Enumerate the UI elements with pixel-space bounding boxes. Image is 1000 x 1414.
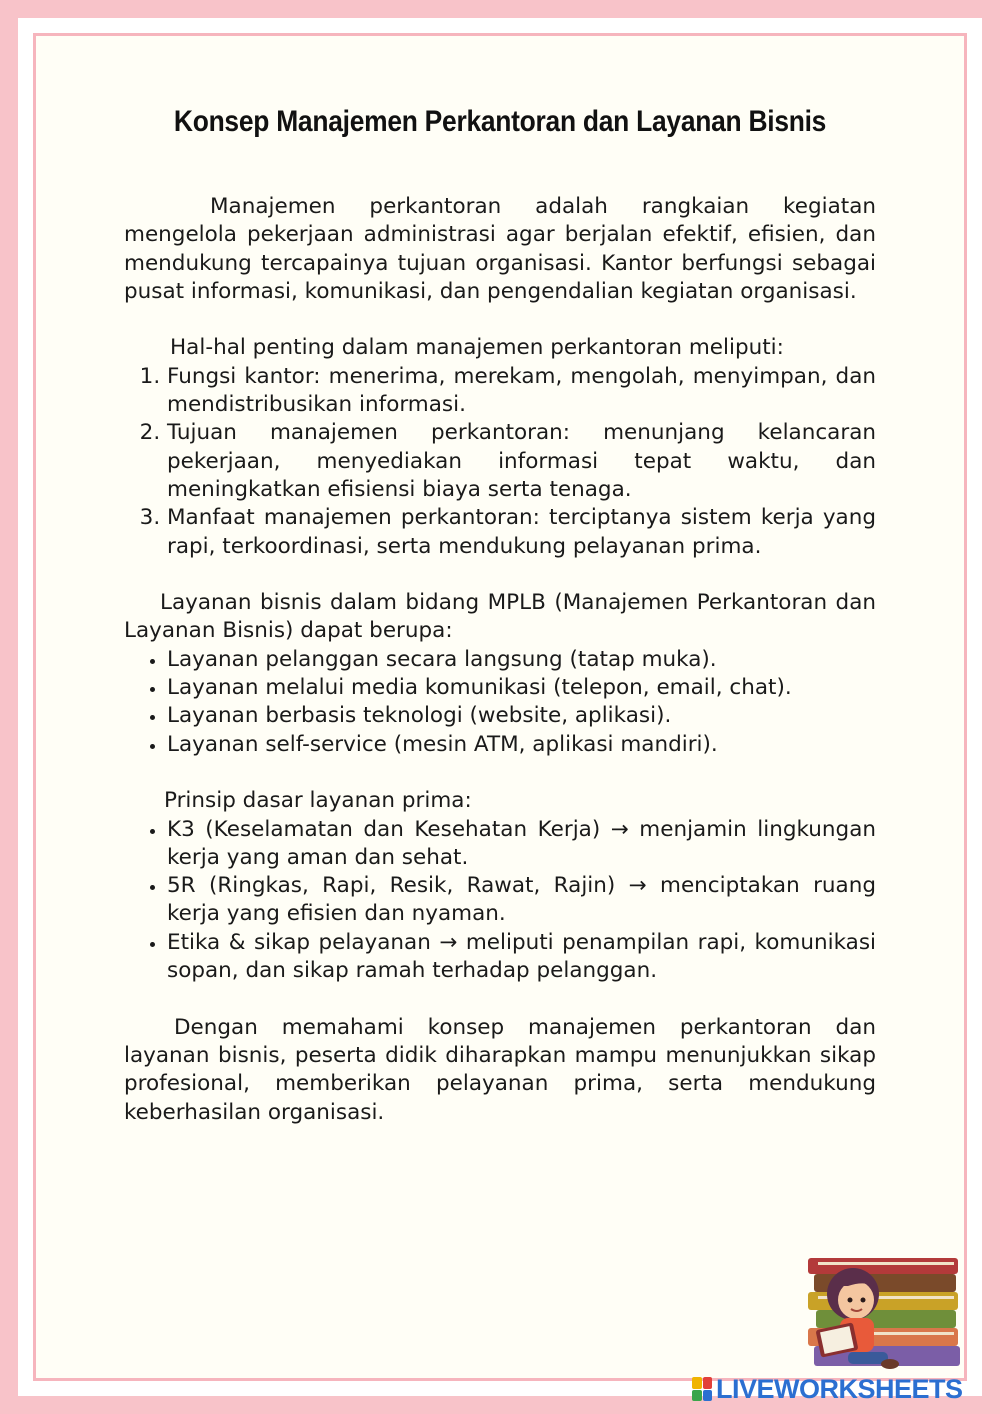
list-item: 1. Fungsi kantor: menerima, merekam, mengolah, menyimpan, dan mendistribusikan informasi.	[167, 363, 876, 420]
live-badge-icon	[692, 1377, 712, 1401]
list-item: • K3 (Keselamatan dan Kesehatan Kerja) → menjamin lingkungan kerja yang aman dan sehat.	[167, 816, 876, 873]
section2-list	[124, 646, 876, 759]
closing-paragraph: Dengan memahami konsep manajemen perkantoran dan layanan bisnis, peserta didik diharapkan mampu menunjukkan sikap profesional, memberikan pelayanan prima, serta mendukung keberhasilan organisasi.	[124, 1014, 876, 1125]
list-item: • Layanan pelanggan secara langsung (tatap muka).	[167, 646, 876, 674]
list-item: 2. Tujuan manajemen perkantoran: menunjang kelancaran pekerjaan, menyediakan informasi tepat waktu, dan meningkatkan efisiensi biaya serta tenaga.	[167, 419, 876, 504]
watermark-text: LIVEWORKSHEETS	[716, 1374, 963, 1404]
list-item: • 5R (Ringkas, Rapi, Resik, Rawat, Rajin) → menciptakan ruang kerja yang efisien dan nyaman.	[167, 872, 876, 929]
list-item: • Layanan melalui media komunikasi (telepon, email, chat).	[167, 674, 876, 702]
list-item: • Layanan berbasis teknologi (website, aplikasi).	[167, 702, 876, 730]
document-body	[124, 193, 876, 1127]
list-item: • Layanan self-service (mesin ATM, aplikasi mandiri).	[167, 731, 876, 759]
list-item: 3. Manfaat manajemen perkantoran: terciptanya sistem kerja yang rapi, terkoordinasi, serta mendukung pelayanan prima.	[167, 504, 876, 561]
section3-lead: Prinsip dasar layanan prima:	[164, 788, 472, 814]
section3-list	[124, 816, 876, 986]
section1-list	[124, 363, 876, 561]
list-item: • Etika & sikap pelayanan → meliputi penampilan rapi, komunikasi sopan, dan sikap ramah terhadap pelanggan.	[167, 929, 876, 986]
section1-lead: Hal-hal penting dalam manajemen perkantoran meliputi:	[170, 335, 784, 361]
intro-paragraph: Manajemen perkantoran adalah rangkaian kegiatan mengelola pekerjaan administrasi agar berjalan efektif, efisien, dan mendukung tercapainya tujuan organisasi. Kantor berfungsi sebagai pusat informasi, komunikasi, dan pengendalian kegiatan organisasi.	[124, 194, 876, 304]
page-title: Konsep Manajemen Perkantoran dan Layanan Bisnis	[173, 105, 827, 138]
section2-lead: Layanan bisnis dalam bidang MPLB (Manajemen Perkantoran dan Layanan Bisnis) dapat berupa:	[124, 590, 876, 644]
girl-reading-on-books-icon	[778, 1252, 968, 1382]
liveworksheets-logo	[692, 1374, 963, 1404]
